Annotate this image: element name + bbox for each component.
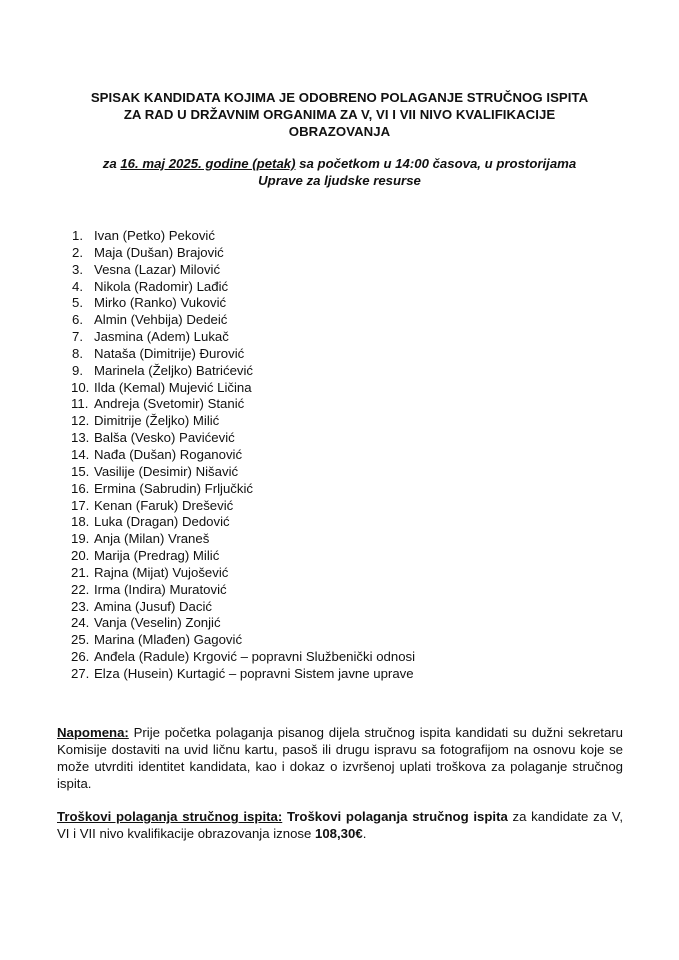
candidate-name: Jasmina (Adem) Lukač	[94, 329, 229, 345]
candidate-number: 17.	[71, 497, 90, 513]
candidate-name: Marina (Mlađen) Gagović	[94, 632, 243, 648]
candidate-number: 10.	[71, 379, 90, 395]
candidate-number: 24.	[71, 615, 90, 631]
cost-end: .	[362, 826, 367, 841]
candidate-number: 6.	[72, 312, 83, 328]
candidate-number: 27.	[71, 665, 90, 681]
candidate-number: 3.	[72, 261, 83, 277]
candidate-number: 15.	[71, 463, 90, 479]
candidate-item	[72, 582, 415, 599]
candidate-item	[72, 295, 415, 312]
candidate-number: 20.	[71, 548, 90, 564]
candidate-item	[72, 413, 415, 430]
title-line-3: OBRAZOVANJA	[288, 124, 391, 139]
candidate-number: 26.	[71, 649, 90, 665]
document-title	[40, 89, 639, 140]
candidate-item	[72, 464, 415, 481]
candidate-name: Nađa (Dušan) Roganović	[94, 446, 243, 462]
candidate-item	[72, 228, 415, 245]
candidate-item	[72, 649, 415, 666]
candidate-name: Andreja (Svetomir) Stanić	[94, 396, 245, 412]
candidate-item	[72, 380, 415, 397]
candidate-name: Rajna (Mijat) Vujošević	[94, 564, 229, 580]
candidate-number: 12.	[71, 413, 90, 429]
candidate-number: 25.	[71, 632, 90, 648]
candidate-number: 5.	[72, 295, 83, 311]
candidate-name: Luka (Dragan) Dedović	[94, 514, 230, 530]
candidate-name: Dimitrije (Željko) Milić	[94, 413, 220, 429]
cost-amount: 108,30€	[315, 826, 363, 841]
candidate-number: 18.	[71, 514, 90, 530]
candidate-name: Elza (Husein) Kurtagić – popravni Sistem javne uprave	[94, 665, 414, 681]
cost-bold-text: Troškovi polaganja stručnog ispita	[282, 809, 508, 824]
candidate-item	[72, 514, 415, 531]
candidate-number: 9.	[72, 362, 83, 378]
candidate-item	[72, 262, 415, 279]
subtitle-prefix: za	[102, 156, 121, 171]
exam-date: 16. maj 2025. godine (petak)	[120, 156, 296, 171]
cost-label: Troškovi polaganja stručnog ispita:	[57, 809, 283, 824]
candidate-number: 14.	[71, 446, 90, 462]
candidate-item	[72, 666, 415, 683]
cost-text: za kandidate za V, VI i VII nivo kvalifikacije obrazovanja iznose	[57, 809, 624, 841]
cost-paragraph	[57, 808, 623, 842]
candidate-name: Anđela (Radule) Krgović – popravni Službenički odnosi	[94, 649, 416, 665]
candidate-name: Ivan (Petko) Peković	[94, 228, 215, 243]
candidate-number: 16.	[71, 480, 90, 496]
note-label: Napomena:	[57, 725, 129, 740]
candidate-name: Ermina (Sabrudin) Frljučkić	[94, 480, 254, 496]
candidate-name: Vanja (Veselin) Zonjić	[94, 615, 221, 631]
candidate-name: Vasilije (Desimir) Nišavić	[94, 463, 239, 479]
candidate-number: 1.	[72, 228, 83, 243]
candidate-number: 22.	[71, 581, 90, 597]
candidate-name: Mirko (Ranko) Vuković	[94, 295, 227, 311]
candidate-number: 8.	[72, 345, 83, 361]
candidate-number: 4.	[72, 278, 83, 294]
candidate-item	[72, 548, 415, 565]
candidate-item	[72, 481, 415, 498]
candidate-number: 21.	[71, 564, 90, 580]
candidate-name: Marinela (Željko) Batrićević	[94, 362, 254, 378]
candidate-item	[72, 430, 415, 447]
candidate-name: Vesna (Lazar) Milović	[94, 261, 221, 277]
candidate-item	[72, 447, 415, 464]
exam-date-info	[40, 155, 639, 189]
candidate-name: Balša (Vesko) Pavićević	[94, 430, 235, 446]
candidate-item	[72, 531, 415, 548]
candidate-name: Ilda (Kemal) Mujević Ličina	[94, 379, 252, 395]
candidate-name: Amina (Jusuf) Dacić	[94, 598, 212, 614]
candidate-name: Maja (Dušan) Brajović	[94, 244, 224, 260]
candidate-number: 11.	[71, 396, 89, 412]
candidate-number: 19.	[71, 531, 90, 547]
candidate-name: Almin (Vehbija) Dedeić	[94, 312, 228, 328]
candidate-item	[72, 599, 415, 616]
candidate-name: Nikola (Radomir) Lađić	[94, 278, 229, 294]
candidate-name: Nataša (Dimitrije) Đurović	[94, 345, 245, 361]
subtitle-location: Uprave za ljudske resurse	[258, 173, 421, 188]
candidate-name: Anja (Milan) Vraneš	[94, 531, 210, 547]
candidate-item	[72, 396, 415, 413]
candidate-number: 7.	[72, 329, 83, 345]
candidate-name: Marija (Predrag) Milić	[94, 548, 220, 564]
candidate-number: 2.	[72, 244, 83, 260]
candidate-item	[72, 245, 415, 262]
candidate-item	[72, 565, 415, 582]
candidate-item	[72, 346, 415, 363]
title-line-2: ZA RAD U DRŽAVNIM ORGANIMA ZA V, VI I VII NIVO KVALIFIKACIJE	[123, 107, 556, 122]
candidate-item	[72, 615, 415, 632]
candidate-name: Kenan (Faruk) Drešević	[94, 497, 234, 513]
note-paragraph	[57, 724, 623, 792]
candidate-number: 23.	[71, 598, 90, 614]
candidate-item	[72, 632, 415, 649]
candidate-list	[72, 228, 415, 683]
candidate-name: Irma (Indira) Muratović	[94, 581, 227, 597]
candidate-number: 13.	[71, 430, 90, 446]
candidate-item	[72, 363, 415, 380]
candidate-item	[72, 329, 415, 346]
note-text: Prije početka polaganja pisanog dijela stručnog ispita kandidati su dužni sekretaru Komisije dostaviti na uvid ličnu kartu, pasoš ili drugu ispravu sa fotografijom na osnovu koje se može utvrditi identitet kandidata, kao i dokaz o izvršenoj uplati troškova za polaganje stručnog ispita.	[57, 725, 623, 791]
title-line-1: SPISAK KANDIDATA KOJIMA JE ODOBRENO POLAGANJE STRUČNOG ISPITA	[90, 90, 589, 105]
candidate-item	[72, 279, 415, 296]
subtitle-time-location: sa početkom u 14:00 časova, u prostorijama	[295, 156, 577, 171]
candidate-item	[72, 312, 415, 329]
candidate-item	[72, 498, 415, 515]
